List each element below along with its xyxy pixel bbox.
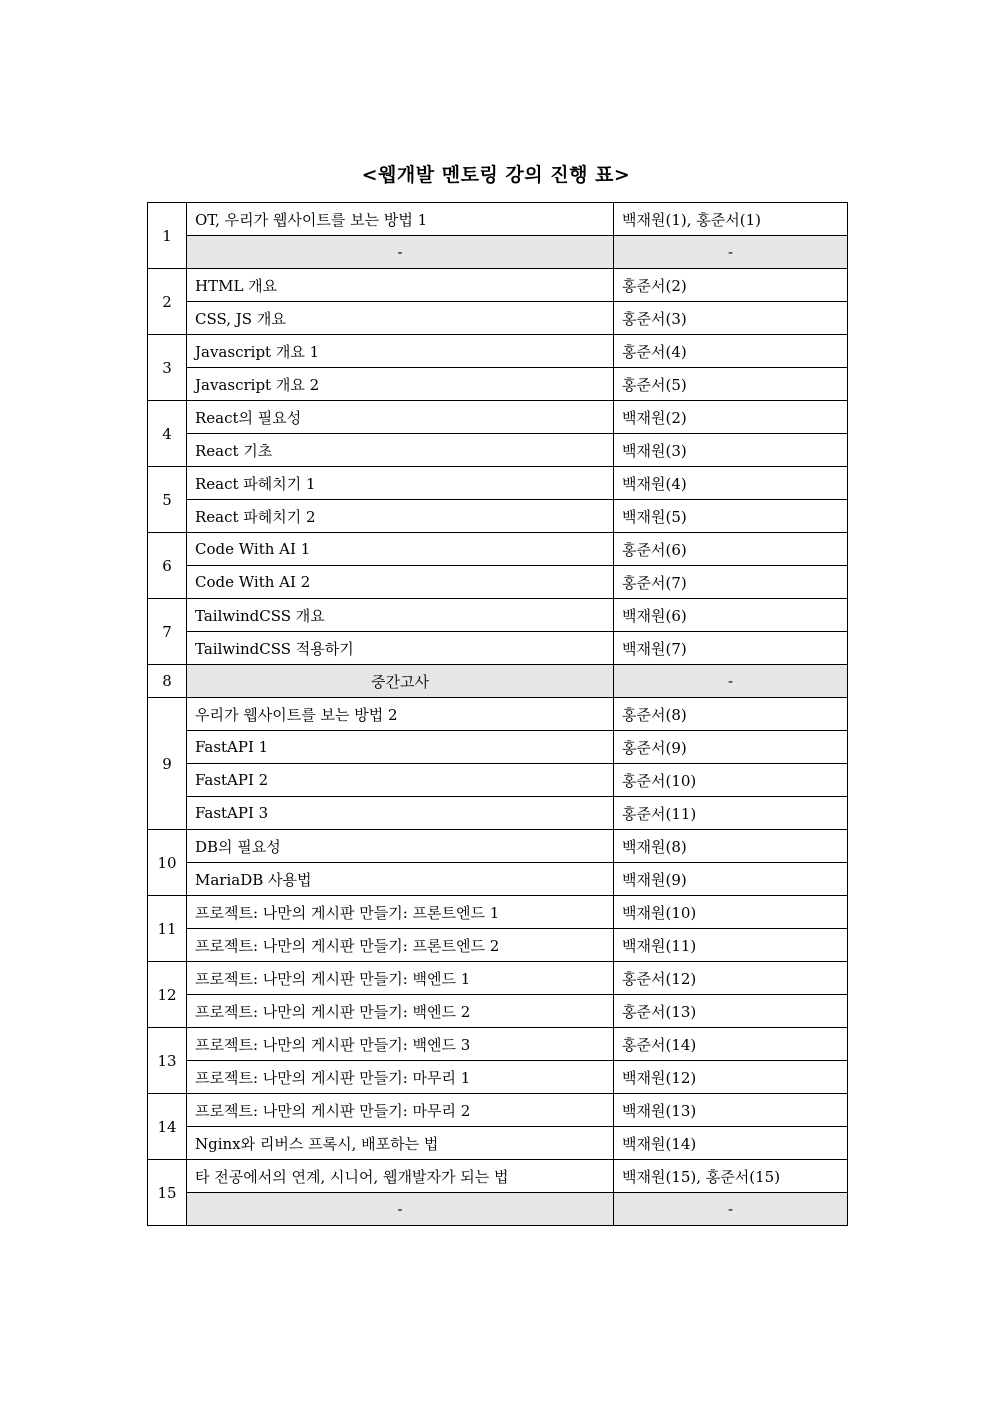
topic-cell: - <box>187 236 614 269</box>
table-row <box>148 1127 848 1160</box>
table-row <box>148 236 848 269</box>
table-row <box>148 302 848 335</box>
topic-cell: 타 전공에서의 연계, 시니어, 웹개발자가 되는 법 <box>187 1160 614 1193</box>
table-row <box>148 863 848 896</box>
table-row <box>148 896 848 929</box>
topic-cell: React의 필요성 <box>187 401 614 434</box>
topic-cell: React 파헤치기 2 <box>187 500 614 533</box>
table-row <box>148 1061 848 1094</box>
week-number-cell: 1 <box>148 203 187 269</box>
week-number-cell: 9 <box>148 698 187 830</box>
table-row <box>148 1160 848 1193</box>
instructor-cell: 백재원(9) <box>614 863 848 896</box>
instructor-cell: 홍준서(6) <box>614 533 848 566</box>
table-row <box>148 797 848 830</box>
topic-cell: - <box>187 1193 614 1226</box>
week-number-cell: 5 <box>148 467 187 533</box>
instructor-cell: 백재원(14) <box>614 1127 848 1160</box>
topic-cell: React 기초 <box>187 434 614 467</box>
topic-cell: 프로젝트: 나만의 게시판 만들기: 프론트엔드 1 <box>187 896 614 929</box>
topic-cell: OT, 우리가 웹사이트를 보는 방법 1 <box>187 203 614 236</box>
topic-cell: Code With AI 2 <box>187 566 614 599</box>
table-row <box>148 1094 848 1127</box>
topic-cell: FastAPI 1 <box>187 731 614 764</box>
instructor-cell: 홍준서(2) <box>614 269 848 302</box>
table-row <box>148 500 848 533</box>
week-number-cell: 8 <box>148 665 187 698</box>
table-row <box>148 731 848 764</box>
table-row <box>148 665 848 698</box>
topic-cell: CSS, JS 개요 <box>187 302 614 335</box>
topic-cell: DB의 필요성 <box>187 830 614 863</box>
schedule-body <box>148 203 848 1226</box>
topic-cell: Javascript 개요 1 <box>187 335 614 368</box>
week-number-cell: 3 <box>148 335 187 401</box>
topic-cell: 프로젝트: 나만의 게시판 만들기: 마무리 2 <box>187 1094 614 1127</box>
lecture-schedule-table <box>147 202 848 1226</box>
topic-cell: TailwindCSS 적용하기 <box>187 632 614 665</box>
instructor-cell: 홍준서(10) <box>614 764 848 797</box>
topic-cell: MariaDB 사용법 <box>187 863 614 896</box>
week-number-cell: 15 <box>148 1160 187 1226</box>
topic-cell: 프로젝트: 나만의 게시판 만들기: 프론트엔드 2 <box>187 929 614 962</box>
instructor-cell: 백재원(11) <box>614 929 848 962</box>
instructor-cell: 백재원(4) <box>614 467 848 500</box>
table-row <box>148 335 848 368</box>
table-row <box>148 269 848 302</box>
instructor-cell: - <box>614 1193 848 1226</box>
table-row <box>148 698 848 731</box>
instructor-cell: 백재원(15), 홍준서(15) <box>614 1160 848 1193</box>
topic-cell: HTML 개요 <box>187 269 614 302</box>
instructor-cell: 백재원(1), 홍준서(1) <box>614 203 848 236</box>
table-row <box>148 368 848 401</box>
table-row <box>148 632 848 665</box>
table-row <box>148 599 848 632</box>
week-number-cell: 7 <box>148 599 187 665</box>
topic-cell: 우리가 웹사이트를 보는 방법 2 <box>187 698 614 731</box>
instructor-cell: 백재원(3) <box>614 434 848 467</box>
instructor-cell: 백재원(6) <box>614 599 848 632</box>
topic-cell: Code With AI 1 <box>187 533 614 566</box>
instructor-cell: 백재원(7) <box>614 632 848 665</box>
instructor-cell: 홍준서(13) <box>614 995 848 1028</box>
week-number-cell: 10 <box>148 830 187 896</box>
topic-cell: Javascript 개요 2 <box>187 368 614 401</box>
table-row <box>148 1028 848 1061</box>
week-number-cell: 11 <box>148 896 187 962</box>
topic-cell: FastAPI 2 <box>187 764 614 797</box>
instructor-cell: 홍준서(7) <box>614 566 848 599</box>
instructor-cell: 홍준서(5) <box>614 368 848 401</box>
instructor-cell: 홍준서(9) <box>614 731 848 764</box>
instructor-cell: 홍준서(4) <box>614 335 848 368</box>
instructor-cell: 백재원(10) <box>614 896 848 929</box>
table-row <box>148 401 848 434</box>
instructor-cell: 백재원(13) <box>614 1094 848 1127</box>
instructor-cell: 백재원(5) <box>614 500 848 533</box>
table-row <box>148 566 848 599</box>
table-row <box>148 1193 848 1226</box>
topic-cell: Nginx와 리버스 프록시, 배포하는 법 <box>187 1127 614 1160</box>
table-row <box>148 203 848 236</box>
instructor-cell: 홍준서(11) <box>614 797 848 830</box>
topic-cell: FastAPI 3 <box>187 797 614 830</box>
topic-cell: TailwindCSS 개요 <box>187 599 614 632</box>
week-number-cell: 2 <box>148 269 187 335</box>
topic-cell: 프로젝트: 나만의 게시판 만들기: 백엔드 2 <box>187 995 614 1028</box>
table-row <box>148 434 848 467</box>
document-title: <웹개발 멘토링 강의 진행 표> <box>361 164 631 186</box>
week-number-cell: 6 <box>148 533 187 599</box>
table-row <box>148 929 848 962</box>
instructor-cell: 홍준서(14) <box>614 1028 848 1061</box>
week-number-cell: 14 <box>148 1094 187 1160</box>
table-row <box>148 995 848 1028</box>
instructor-cell: 홍준서(12) <box>614 962 848 995</box>
instructor-cell: 백재원(8) <box>614 830 848 863</box>
week-number-cell: 12 <box>148 962 187 1028</box>
topic-cell: React 파헤치기 1 <box>187 467 614 500</box>
table-row <box>148 764 848 797</box>
instructor-cell: 백재원(2) <box>614 401 848 434</box>
topic-cell: 프로젝트: 나만의 게시판 만들기: 마무리 1 <box>187 1061 614 1094</box>
table-row <box>148 830 848 863</box>
table-row <box>148 533 848 566</box>
week-number-cell: 4 <box>148 401 187 467</box>
topic-cell: 프로젝트: 나만의 게시판 만들기: 백엔드 3 <box>187 1028 614 1061</box>
topic-cell: 프로젝트: 나만의 게시판 만들기: 백엔드 1 <box>187 962 614 995</box>
instructor-cell: 홍준서(8) <box>614 698 848 731</box>
table-row <box>148 467 848 500</box>
topic-cell: 중간고사 <box>187 665 614 698</box>
instructor-cell: 홍준서(3) <box>614 302 848 335</box>
instructor-cell: - <box>614 665 848 698</box>
table-row <box>148 962 848 995</box>
instructor-cell: 백재원(12) <box>614 1061 848 1094</box>
week-number-cell: 13 <box>148 1028 187 1094</box>
instructor-cell: - <box>614 236 848 269</box>
